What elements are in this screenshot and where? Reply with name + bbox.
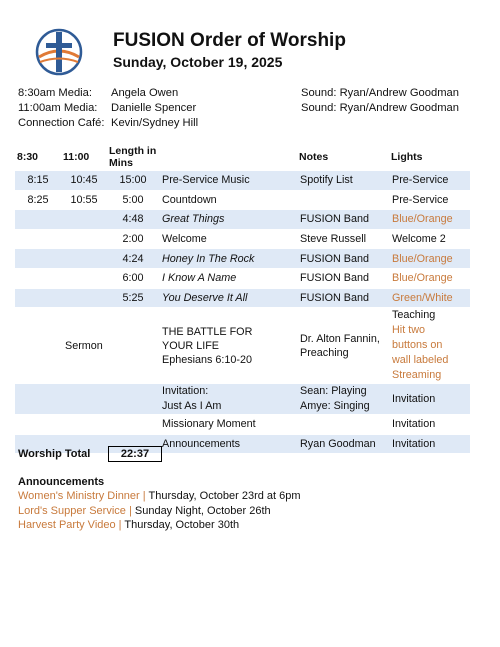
time-1100 [61, 268, 107, 288]
media-row [18, 86, 198, 101]
time-1100: 10:45 [61, 171, 107, 190]
sermon-lights [389, 308, 470, 384]
table-row [15, 268, 470, 288]
notes-line: Amye: Singing [300, 400, 370, 413]
length: 5:00 [107, 190, 159, 210]
time-830: 8:25 [15, 190, 61, 210]
notes: FUSION Band [297, 210, 389, 230]
table-row [15, 249, 470, 269]
time-1100 [61, 249, 107, 269]
schedule-table [15, 143, 470, 454]
sermon-title-line: THE BATTLE FOR [162, 325, 253, 338]
announcement-title: Lord's Supper Service [18, 504, 126, 517]
time-cell [15, 384, 159, 415]
invitation-item [159, 384, 297, 415]
song-title: You Deserve It All [159, 288, 297, 308]
length: 4:24 [107, 249, 159, 269]
col-item [159, 143, 297, 171]
announcements-list [18, 489, 301, 533]
length: 6:00 [107, 268, 159, 288]
announcement-detail: Thursday, October 23rd at 6pm [148, 490, 301, 502]
sermon-row [15, 308, 470, 384]
media-row [18, 101, 198, 116]
media-name: Kevin/Sydney Hill [111, 117, 199, 129]
time-830 [15, 268, 61, 288]
lights: Invitation [389, 415, 470, 435]
announcement-detail: Thursday, October 30th [124, 519, 240, 531]
notes: FUSION Band [297, 268, 389, 288]
separator: | [115, 519, 125, 531]
col-830: 8:30 [17, 151, 39, 163]
lights-instruction: buttons on [392, 339, 443, 352]
sound-line: Sound: Ryan/Andrew Goodman [301, 87, 459, 99]
time-830 [15, 249, 61, 269]
song-title: I Know A Name [159, 268, 297, 288]
sermon-title-line: YOUR LIFE [162, 339, 219, 352]
item: Missionary Moment [159, 415, 297, 435]
col-1100: 11:00 [63, 151, 90, 163]
lights: Invitation [389, 434, 470, 454]
lights-setting: Teaching [392, 309, 436, 322]
sound-line: Sound: Ryan/Andrew Goodman [301, 102, 459, 114]
notes [297, 415, 389, 435]
lights: Pre-Service [389, 171, 470, 190]
volunteer-list [18, 86, 198, 131]
lights: Blue/Orange [389, 210, 470, 230]
notes-line: Sean: Playing [300, 385, 367, 398]
announcements-heading: Announcements [18, 476, 105, 488]
preacher [297, 308, 389, 384]
lights: Pre-Service [389, 190, 470, 210]
scripture-reference: Ephesians 6:10-20 [162, 353, 253, 366]
lights: Blue/Orange [389, 268, 470, 288]
lights-instruction: Streaming [392, 369, 442, 382]
sermon-label: Sermon [15, 308, 159, 384]
media-label: 11:00am Media: [18, 102, 98, 114]
invitation-row [15, 384, 470, 415]
worship-total-value: 22:37 [108, 446, 162, 462]
time-cell [15, 415, 159, 435]
preacher-role: Preaching [300, 346, 349, 359]
media-row [18, 116, 198, 131]
time-1100 [61, 288, 107, 308]
length: 5:25 [107, 288, 159, 308]
table-row [15, 229, 470, 249]
separator: | [125, 504, 135, 517]
announcement-title: Women's Ministry Dinner [18, 490, 140, 502]
sound-list [301, 86, 459, 116]
table-header [15, 143, 470, 171]
time-1100 [61, 229, 107, 249]
length: 4:48 [107, 210, 159, 230]
media-name: Angela Owen [111, 87, 179, 99]
notes: Ryan Goodman [297, 434, 389, 454]
notes [297, 190, 389, 210]
lights: Welcome 2 [389, 229, 470, 249]
announcement-item [18, 518, 301, 533]
item: Welcome [159, 229, 297, 249]
col-notes: Notes [299, 151, 329, 163]
item: Countdown [159, 190, 297, 210]
announcement-title: Harvest Party Video [18, 519, 116, 531]
service-date: Sunday, October 19, 2025 [113, 54, 283, 70]
church-logo [34, 27, 84, 77]
media-label: 8:30am Media: [18, 87, 93, 99]
lights: Invitation [389, 384, 470, 415]
table-row [15, 210, 470, 230]
notes: Spotify List [297, 171, 389, 190]
announcement-item [18, 489, 301, 504]
time-1100: 10:55 [61, 190, 107, 210]
table-row [15, 171, 470, 190]
lights: Green/White [389, 288, 470, 308]
media-name: Danielle Spencer [111, 102, 197, 114]
notes: FUSION Band [297, 249, 389, 269]
announcement-detail: Sunday Night, October 26th [134, 504, 271, 517]
time-830 [15, 229, 61, 249]
time-830 [15, 210, 61, 230]
separator: | [139, 490, 149, 502]
col-length: Length in Mins [109, 145, 157, 169]
lights-instruction: wall labeled [392, 354, 449, 367]
lights: Blue/Orange [389, 249, 470, 269]
media-label: Connection Café: [18, 117, 105, 129]
song-title: Honey In The Rock [159, 249, 297, 269]
time-830 [15, 288, 61, 308]
worship-total-label: Worship Total [18, 448, 91, 460]
invitation-notes [297, 384, 389, 415]
notes: Steve Russell [297, 229, 389, 249]
col-lights: Lights [391, 151, 423, 163]
table-row [15, 415, 470, 435]
time-1100 [61, 210, 107, 230]
sermon-title [159, 308, 297, 384]
notes: FUSION Band [297, 288, 389, 308]
item: Pre-Service Music [159, 171, 297, 190]
table-row [15, 190, 470, 210]
table-row [15, 288, 470, 308]
length: 15:00 [107, 171, 159, 190]
preacher-name: Dr. Alton Fannin, [300, 332, 380, 345]
length: 2:00 [107, 229, 159, 249]
invitation-song: Just As I Am [162, 400, 222, 413]
song-title: Great Things [159, 210, 297, 230]
time-830: 8:15 [15, 171, 61, 190]
page-title: FUSION Order of Worship [113, 30, 346, 51]
invitation-label: Invitation: [162, 385, 209, 398]
lights-instruction: Hit two [392, 324, 425, 337]
announcement-item [18, 504, 301, 519]
item: Announcements [159, 434, 297, 454]
